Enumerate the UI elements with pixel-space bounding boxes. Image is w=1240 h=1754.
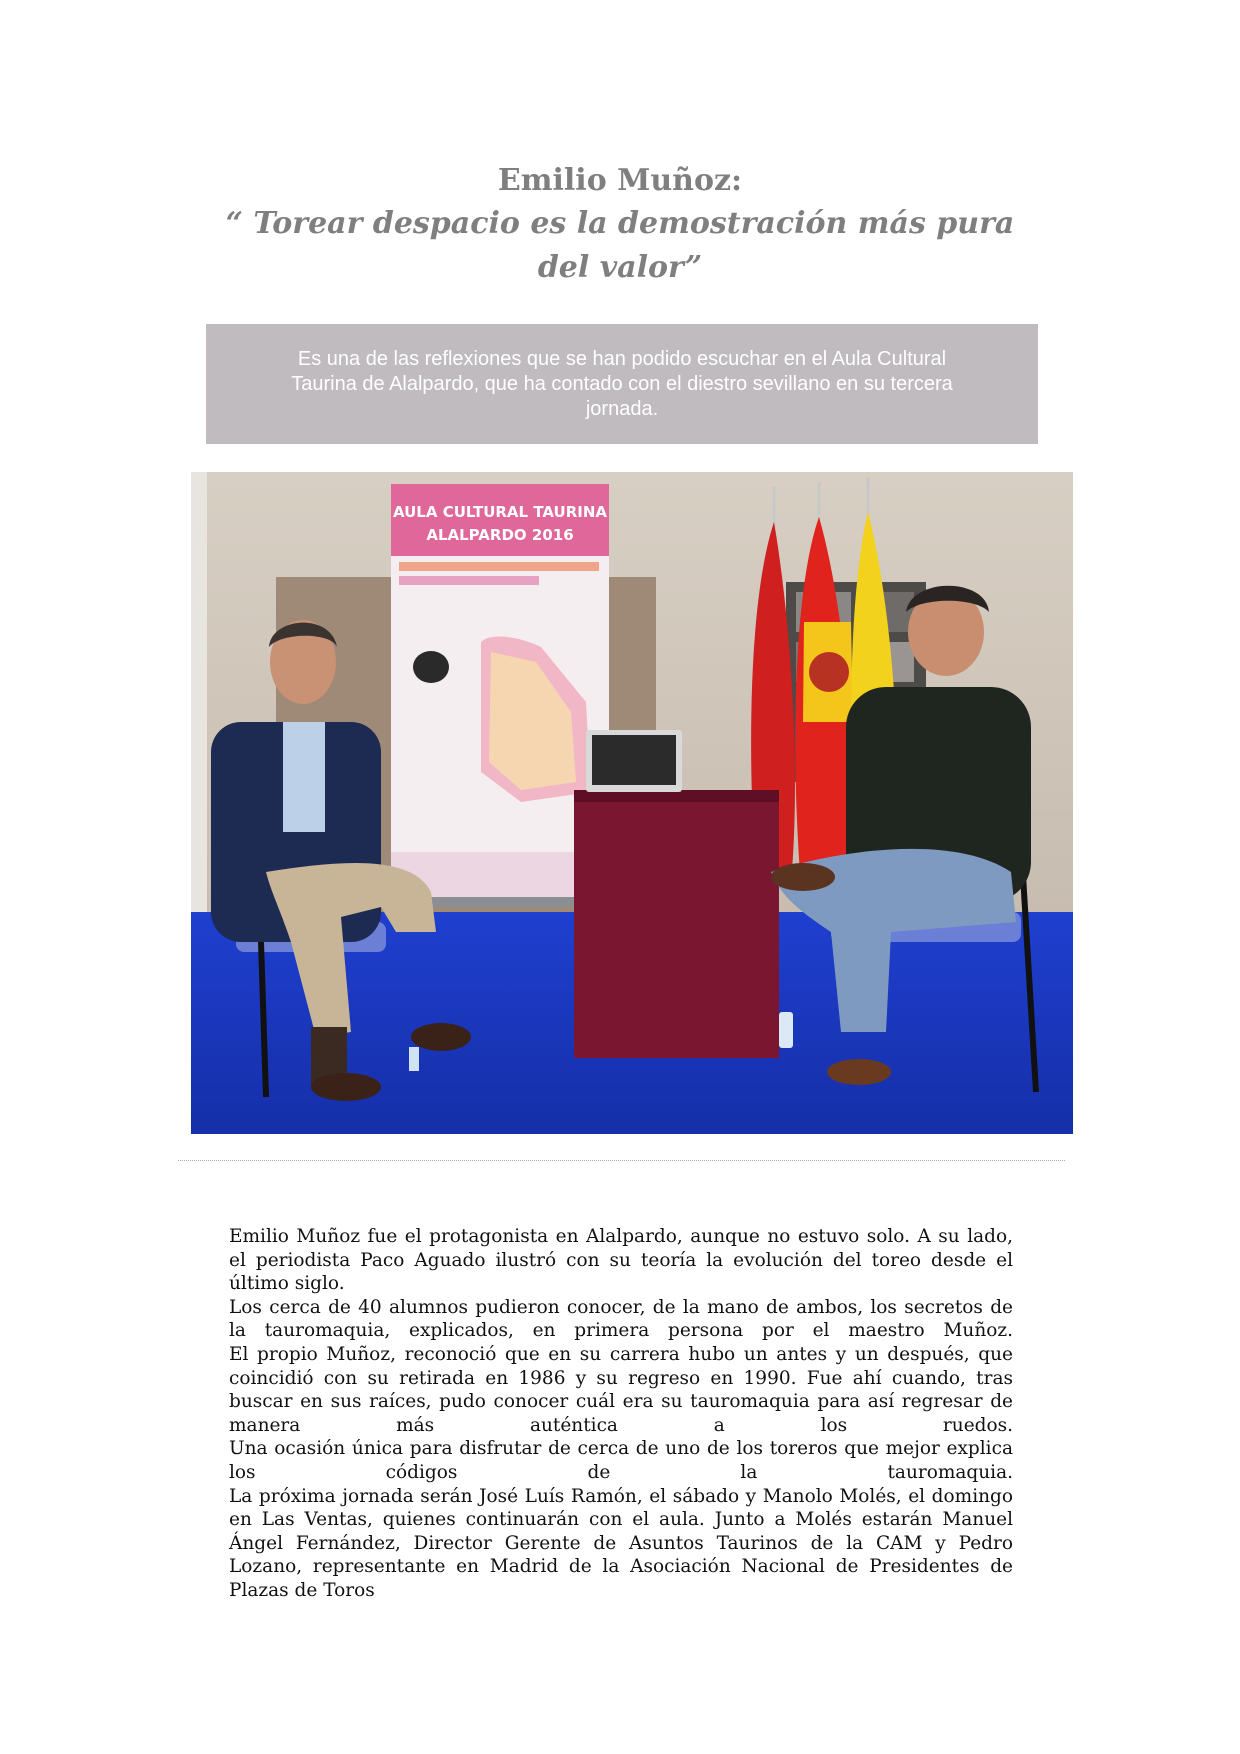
paragraph-2: Los cerca de 40 alumnos pudieron conocer, de la mano de ambos, los secretos de la tauromaquia, explicados, en primera persona por el maestro Muñoz. — [229, 1296, 1013, 1342]
paragraph-1: Emilio Muñoz fue el protagonista en Alalpardo, aunque no estuvo solo. A su lado, el periodista Paco Aguado ilustró con su teoría la evolución del toreo desde el último siglo. — [229, 1226, 1013, 1295]
paragraph-5: La próxima jornada serán José Luís Ramón, el sábado y Manolo Molés, el domingo en Las Ventas, quienes continuarán con el aula. Junto a Molés estarán Manuel Ángel Fernández, Director Gerente de Asuntos Taurinos de la CAM y Pedro Lozano, representante en Madrid de la Asociación Nacional de Presidentes de Plazas de Toros — [229, 1485, 1013, 1601]
banner-line2: ALALPARDO 2016 — [426, 526, 574, 544]
paragraph-3: El propio Muñoz, reconoció que en su carrera hubo un antes y un después, que coincidió con su retirada en 1986 y su regreso en 1990. Fue ahí cuando, tras buscar en sus raíces, pudo conocer cuál era su tauromaquia para así regresar de manera más auténtica a los ruedos. — [229, 1343, 1013, 1436]
article-body — [229, 1225, 1013, 1603]
divider — [178, 1160, 1065, 1161]
title-name: Emilio Muñoz: — [497, 163, 743, 198]
lead-text: Es una de las reflexiones que se han podido escuchar en el Aula Cultural Taurina de Alalpardo, que ha contado con el diestro sevillano en su tercera jornada. — [291, 348, 953, 420]
article-title — [200, 160, 1040, 290]
lead-box — [206, 324, 1038, 444]
event-photo — [191, 472, 1073, 1134]
paragraph-4: Una ocasión única para disfrutar de cerca de uno de los toreros que mejor explica los códigos de la tauromaquia. — [229, 1438, 1013, 1483]
title-quote: “ Torear despacio es la demostración más pura del valor” — [225, 206, 1015, 285]
banner-line1: AULA CULTURAL TAURINA — [392, 503, 608, 521]
